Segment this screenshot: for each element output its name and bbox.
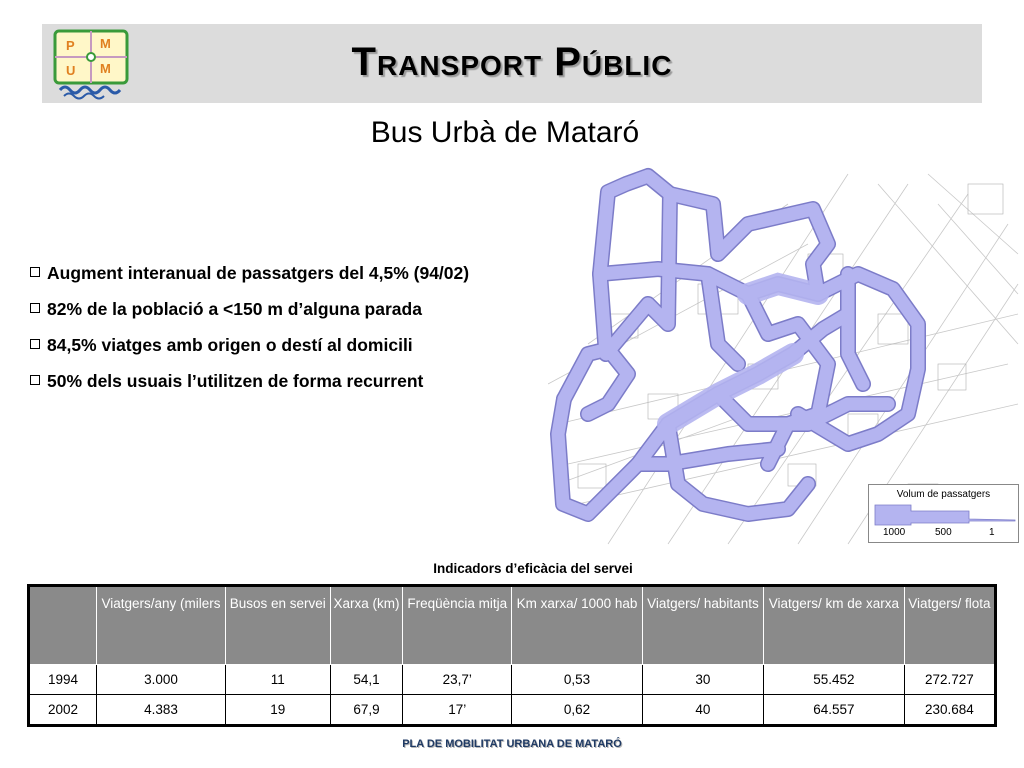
- bullet-item: [30, 332, 469, 368]
- table-cell: 40: [642, 695, 763, 726]
- legend-tick-1: 1: [989, 527, 995, 538]
- legend-volume-bar: [869, 503, 1018, 527]
- bullet-text: 84,5% viatges amb origen o destí al domicili: [47, 335, 413, 355]
- logo-letter-m1: M: [100, 36, 111, 51]
- table-row: [29, 665, 996, 695]
- table-cell: 67,9: [330, 695, 403, 726]
- table-cell: 0,53: [512, 665, 643, 695]
- bullet-item: [30, 260, 469, 296]
- table-cell: 30: [642, 665, 763, 695]
- efficiency-indicators-table: [27, 584, 997, 727]
- column-header: Xarxa (km): [330, 586, 403, 665]
- table-cell: 272.727: [904, 665, 995, 695]
- table-header-row: [29, 586, 996, 665]
- page-subtitle: Bus Urbà de Mataró: [370, 116, 640, 149]
- checkbox-bullet-icon: [30, 267, 40, 277]
- bullet-item: [30, 368, 469, 404]
- page-title: Transport Públic: [351, 40, 673, 84]
- table-cell: 230.684: [904, 695, 995, 726]
- table-cell: 23,7’: [403, 665, 512, 695]
- legend-tick-500: 500: [935, 527, 952, 538]
- table-cell: 64.557: [763, 695, 904, 726]
- bullet-list: [30, 260, 469, 404]
- table-cell: 19: [225, 695, 330, 726]
- table-cell: 55.452: [763, 665, 904, 695]
- checkbox-bullet-icon: [30, 339, 40, 349]
- column-header: Viatgers/ habitants: [642, 586, 763, 665]
- column-header: Freqüència mitja: [403, 586, 512, 665]
- checkbox-bullet-icon: [30, 303, 40, 313]
- column-header: Viatgers/ flota: [904, 586, 995, 665]
- map-legend: [868, 484, 1019, 543]
- column-header: Busos en servei: [225, 586, 330, 665]
- bullet-text: Augment interanual de passatgers del 4,5% (94/02): [47, 263, 470, 283]
- column-header: [29, 586, 97, 665]
- table-cell: 2002: [29, 695, 97, 726]
- table-title: Indicadors d’eficàcia del servei: [433, 561, 633, 576]
- legend-tick-1000: 1000: [883, 527, 906, 538]
- column-header: Viatgers/any (milers: [97, 586, 226, 665]
- table-cell: 54,1: [330, 665, 403, 695]
- table-cell: 11: [225, 665, 330, 695]
- table-cell: 3.000: [97, 665, 226, 695]
- column-header: Viatgers/ km de xarxa: [763, 586, 904, 665]
- bullet-text: 50% dels usuais l’utilitzen de forma recurrent: [47, 371, 424, 391]
- column-header: Km xarxa/ 1000 hab: [512, 586, 643, 665]
- table-row: [29, 695, 996, 726]
- checkbox-bullet-icon: [30, 375, 40, 385]
- table-cell: 0,62: [512, 695, 643, 726]
- legend-title: Volum de passatgers: [896, 489, 991, 500]
- table-cell: 4.383: [97, 695, 226, 726]
- table-cell: 17’: [403, 695, 512, 726]
- logo-letter-p: P: [66, 38, 75, 53]
- page-footer: PLA DE MOBILITAT URBANA DE MATARÓ: [402, 738, 622, 750]
- table-cell: 1994: [29, 665, 97, 695]
- bullet-item: [30, 296, 469, 332]
- logo-letter-u: U: [66, 63, 76, 78]
- bullet-text: 82% de la població a <150 m d’alguna parada: [47, 299, 422, 319]
- logo-letter-m2: M: [100, 61, 111, 76]
